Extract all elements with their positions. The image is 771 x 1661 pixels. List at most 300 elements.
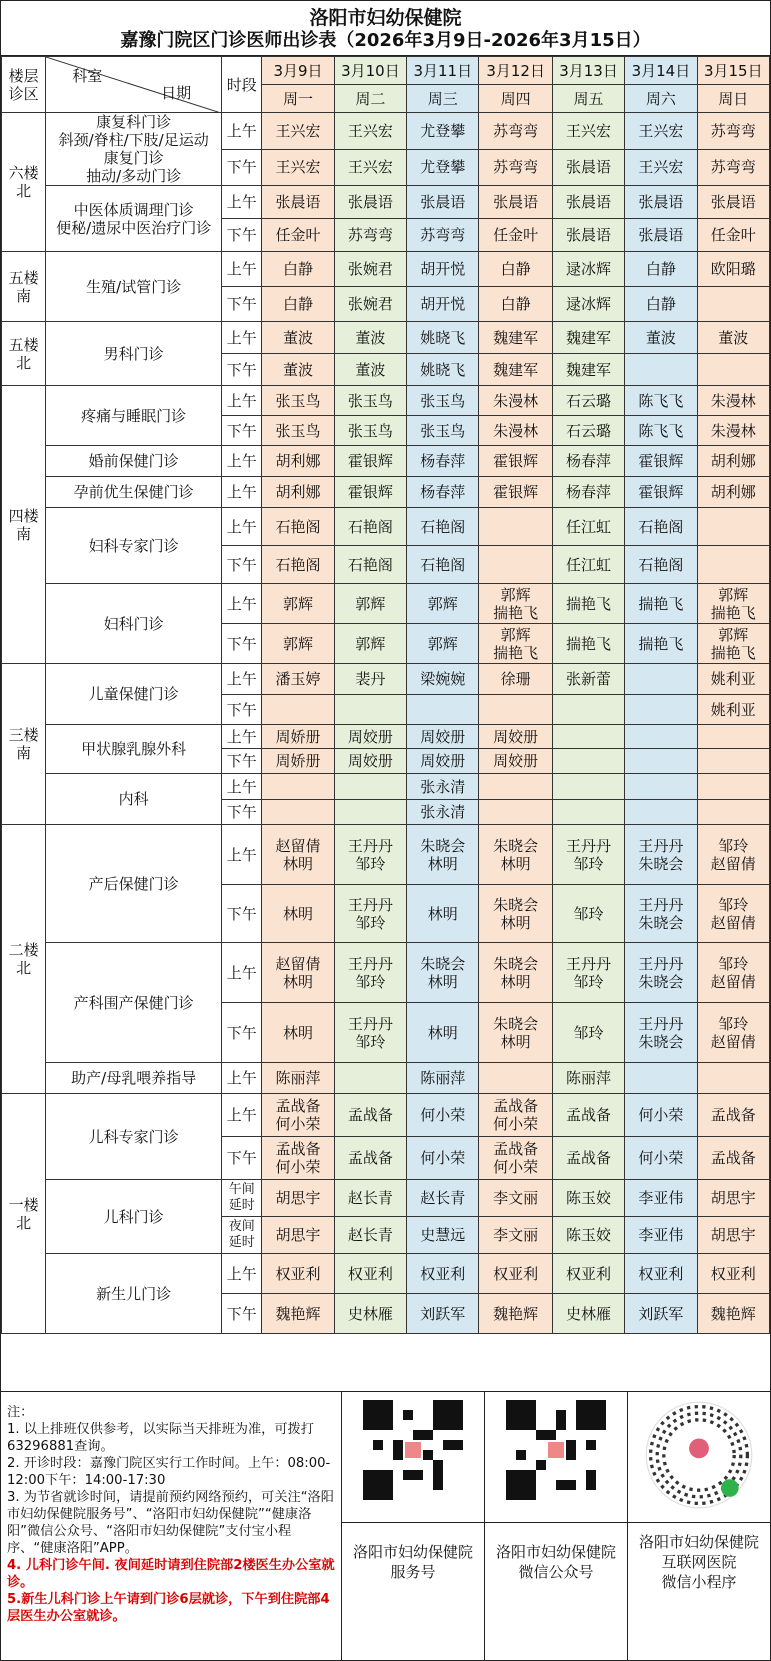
doctor-cell: 魏艳辉	[479, 1294, 552, 1334]
doctor-cell: 王丹丹 朱晓会	[625, 943, 697, 1003]
doctor-cell: 张晨语	[407, 186, 479, 219]
doctor-cell: 石艳阁	[334, 508, 406, 546]
footer	[1, 1391, 770, 1661]
mini-program-code-icon[interactable]	[644, 1400, 754, 1510]
doctor-cell	[479, 774, 552, 800]
date-cell: 3月14日	[625, 57, 697, 85]
doctor-cell: 权亚利	[552, 1254, 624, 1294]
doctor-cell: 石艳阁	[262, 508, 334, 546]
doctor-cell: 陈飞飞	[625, 416, 697, 446]
doctor-cell: 张晨语	[479, 186, 552, 219]
doctor-cell: 姚晓飞	[407, 322, 479, 354]
weekday-cell: 周一	[262, 85, 334, 113]
doctor-cell	[625, 774, 697, 800]
doctor-cell: 刘跃军	[625, 1294, 697, 1334]
session-cell: 下午	[222, 749, 262, 774]
doctor-cell: 权亚利	[407, 1254, 479, 1294]
date-cell: 3月11日	[407, 57, 479, 85]
session-cell: 上午	[222, 725, 262, 749]
session-cell: 下午	[222, 1003, 262, 1063]
schedule-title: 嘉豫门院区门诊医师出诊表（2026年3月9日-2026年3月15日）	[120, 30, 651, 51]
doctor-cell: 苏弯弯	[479, 113, 552, 150]
doctor-cell: 周姣册	[334, 725, 406, 749]
doctor-cell	[479, 800, 552, 825]
session-cell: 夜间 延时	[222, 1217, 262, 1254]
doctor-cell: 何小荣	[407, 1094, 479, 1137]
session-cell: 下午	[222, 695, 262, 725]
doctor-cell: 杨春萍	[552, 446, 624, 477]
dept-cell: 产科围产保健门诊	[46, 943, 222, 1063]
doctor-cell	[697, 508, 769, 546]
doctor-cell: 张晨语	[334, 186, 406, 219]
doctor-cell: 何小荣	[407, 1137, 479, 1180]
doctor-cell	[625, 354, 697, 386]
dept-cell: 儿科专家门诊	[46, 1094, 222, 1180]
floor-cell: 六楼北	[2, 113, 46, 252]
doctor-cell: 张晨语	[625, 186, 697, 219]
floor-cell: 三楼 南	[2, 664, 46, 825]
dept-cell: 疼痛与睡眠门诊	[46, 386, 222, 446]
doctor-cell: 魏艳辉	[262, 1294, 334, 1334]
doctor-cell: 霍银辉	[479, 446, 552, 477]
doctor-cell: 胡开悦	[407, 287, 479, 322]
doctor-cell: 王兴宏	[625, 113, 697, 150]
date-cell: 3月9日	[262, 57, 334, 85]
doctor-cell: 白静	[625, 287, 697, 322]
session-cell: 下午	[222, 149, 262, 186]
doctor-cell	[697, 774, 769, 800]
schedule-row	[2, 1094, 770, 1137]
doctor-cell: 权亚利	[697, 1254, 769, 1294]
doctor-cell: 石艳阁	[407, 546, 479, 584]
note-2: 2. 开诊时段：嘉豫门院区实行工作时间。上午：08:00-12:00下午：14:00-17:30	[7, 1456, 331, 1488]
doctor-cell: 张晨语	[552, 219, 624, 252]
session-cell: 下午	[222, 219, 262, 252]
doctor-cell: 石艳阁	[625, 546, 697, 584]
doctor-cell: 陈玉姣	[552, 1217, 624, 1254]
floor-cell: 五楼北	[2, 322, 46, 386]
doctor-cell: 胡开悦	[407, 252, 479, 287]
schedule-row	[2, 446, 770, 477]
doctor-cell: 任金叶	[479, 219, 552, 252]
doctor-cell: 董波	[697, 322, 769, 354]
qr-wechat-label: 洛阳市妇幼保健院 微信公众号	[495, 1543, 616, 1581]
doctor-cell: 孟战备	[334, 1094, 406, 1137]
doctor-cell	[262, 695, 334, 725]
doctor-cell	[479, 508, 552, 546]
schedule-row	[2, 725, 770, 749]
doctor-cell: 李亚伟	[625, 1217, 697, 1254]
doctor-cell: 欧阳璐	[697, 252, 769, 287]
session-cell: 下午	[222, 624, 262, 664]
doctor-cell: 周姣册	[407, 749, 479, 774]
doctor-cell: 王兴宏	[552, 113, 624, 150]
session-cell: 下午	[222, 1294, 262, 1334]
doctor-cell: 张永清	[407, 800, 479, 825]
doctor-cell: 何小荣	[625, 1137, 697, 1180]
weekday-cell: 周三	[407, 85, 479, 113]
doctor-cell: 张新蕾	[552, 664, 624, 695]
doctor-cell: 李文丽	[479, 1180, 552, 1217]
doctor-cell: 魏建军	[479, 354, 552, 386]
session-cell: 上午	[222, 508, 262, 546]
doctor-cell: 董波	[625, 322, 697, 354]
doctor-cell: 梁婉婉	[407, 664, 479, 695]
qr-service	[342, 1392, 485, 1661]
doctor-cell: 孟战备	[552, 1137, 624, 1180]
doctor-cell	[407, 695, 479, 725]
doctor-cell: 白静	[625, 252, 697, 287]
session-header: 时段	[222, 57, 262, 113]
doctor-cell: 揣艳飞	[552, 624, 624, 664]
doctor-cell: 董波	[262, 322, 334, 354]
title-block	[1, 1, 770, 56]
doctor-cell: 孟战备	[334, 1137, 406, 1180]
notes-panel	[1, 1392, 342, 1661]
doctor-cell: 邹玲 赵留倩	[697, 943, 769, 1003]
doctor-cell: 白静	[479, 252, 552, 287]
dept-cell: 妇科专家门诊	[46, 508, 222, 584]
dept-cell: 中医体质调理门诊 便秘/遗尿中医治疗门诊	[46, 186, 222, 252]
dept-cell: 儿科门诊	[46, 1180, 222, 1254]
doctor-cell: 周娇册	[262, 725, 334, 749]
session-cell: 上午	[222, 664, 262, 695]
session-cell: 上午	[222, 825, 262, 885]
doctor-cell: 权亚利	[334, 1254, 406, 1294]
doctor-cell: 逯冰辉	[552, 252, 624, 287]
doctor-cell: 揣艳飞	[552, 584, 624, 624]
doctor-cell: 霍银辉	[334, 477, 406, 508]
doctor-cell: 郭辉	[334, 584, 406, 624]
note-1: 1. 以上排班仅供参考，以实际当天排班为准，可拨打63296881查询。	[7, 1422, 314, 1454]
dept-cell: 内科	[46, 774, 222, 825]
doctor-cell: 邹玲	[552, 1003, 624, 1063]
dept-cell: 孕前优生保健门诊	[46, 477, 222, 508]
doctor-cell: 胡利娜	[262, 477, 334, 508]
session-cell: 上午	[222, 186, 262, 219]
doctor-cell	[552, 749, 624, 774]
doctor-cell: 苏弯弯	[407, 219, 479, 252]
date-cell: 3月10日	[334, 57, 406, 85]
schedule-row	[2, 1254, 770, 1294]
dept-cell: 甲状腺乳腺外科	[46, 725, 222, 774]
doctor-cell: 李亚伟	[625, 1180, 697, 1217]
floor-cell: 二楼 北	[2, 825, 46, 1094]
doctor-cell	[625, 695, 697, 725]
doctor-cell	[479, 1063, 552, 1094]
doctor-cell: 霍银辉	[479, 477, 552, 508]
doctor-cell: 王丹丹 邹玲	[334, 943, 406, 1003]
floor-cell: 五楼南	[2, 252, 46, 322]
schedule-row	[2, 584, 770, 624]
doctor-cell: 胡思宇	[262, 1217, 334, 1254]
schedule-row	[2, 825, 770, 885]
doctor-cell: 任金叶	[697, 219, 769, 252]
date-cell: 3月13日	[552, 57, 624, 85]
doctor-cell: 朱晓会 林明	[479, 943, 552, 1003]
doctor-cell: 张玉鸟	[262, 386, 334, 416]
doctor-cell: 周姣册	[479, 725, 552, 749]
doctor-cell: 周娇册	[262, 749, 334, 774]
doctor-cell: 朱漫林	[479, 416, 552, 446]
doctor-cell: 揣艳飞	[625, 624, 697, 664]
doctor-cell: 杨春萍	[407, 446, 479, 477]
doctor-cell: 孟战备 何小荣	[479, 1137, 552, 1180]
doctor-cell: 张玉鸟	[407, 416, 479, 446]
note-3: 3. 为节省就诊时间，请提前预约网络预约，可关注“洛阳市妇幼保健院服务号”、“洛阳市妇幼保健院”“健康洛阳”微信公众号、“洛阳市妇幼保健院”支付宝小程序、“健康洛阳”APP。	[7, 1490, 334, 1556]
doctor-cell	[334, 695, 406, 725]
schedule-row	[2, 252, 770, 287]
doctor-cell: 郭辉	[334, 624, 406, 664]
doctor-cell: 陈玉姣	[552, 1180, 624, 1217]
doctor-cell: 陈丽萍	[552, 1063, 624, 1094]
doctor-cell: 周姣册	[479, 749, 552, 774]
dept-cell: 妇科门诊	[46, 584, 222, 664]
doctor-cell: 王丹丹 邹玲	[552, 943, 624, 1003]
doctor-cell: 揣艳飞	[625, 584, 697, 624]
doctor-cell: 霍银辉	[334, 446, 406, 477]
doctor-cell: 权亚利	[479, 1254, 552, 1294]
floor-cell: 四楼南	[2, 386, 46, 664]
doctor-cell	[334, 774, 406, 800]
schedule-row	[2, 1063, 770, 1094]
doctor-cell: 赵留倩 林明	[262, 943, 334, 1003]
doctor-cell: 权亚利	[262, 1254, 334, 1294]
doctor-cell: 石艳阁	[262, 546, 334, 584]
doctor-cell: 周姣册	[334, 749, 406, 774]
doctor-cell: 王兴宏	[262, 149, 334, 186]
doctor-cell: 王丹丹 朱晓会	[625, 885, 697, 943]
dept-cell: 产后保健门诊	[46, 825, 222, 943]
doctor-cell: 郭辉	[262, 624, 334, 664]
schedule-row	[2, 386, 770, 416]
schedule-row	[2, 774, 770, 800]
schedule-row	[2, 508, 770, 546]
doctor-cell: 魏建军	[552, 354, 624, 386]
doctor-cell: 周姣册	[407, 725, 479, 749]
doctor-cell	[625, 664, 697, 695]
doctor-cell: 潘玉婷	[262, 664, 334, 695]
session-cell: 下午	[222, 416, 262, 446]
doctor-cell: 胡利娜	[262, 446, 334, 477]
doctor-cell: 张玉鸟	[407, 386, 479, 416]
doctor-cell: 史林雁	[552, 1294, 624, 1334]
session-cell: 下午	[222, 287, 262, 322]
doctor-cell: 王兴宏	[262, 113, 334, 150]
doctor-cell	[625, 725, 697, 749]
doctor-cell	[479, 546, 552, 584]
doctor-cell: 邹玲	[552, 885, 624, 943]
doctor-cell: 王丹丹 邹玲	[334, 885, 406, 943]
doctor-cell: 白静	[479, 287, 552, 322]
weekday-cell: 周五	[552, 85, 624, 113]
doctor-cell: 张晨语	[552, 186, 624, 219]
session-cell: 下午	[222, 885, 262, 943]
doctor-cell: 郭辉	[407, 624, 479, 664]
qr-service-label: 洛阳市妇幼保健院 服务号	[352, 1543, 473, 1581]
floor-header: 楼层 诊区	[2, 57, 46, 113]
doctor-cell: 董波	[262, 354, 334, 386]
schedule-row	[2, 113, 770, 150]
dept-cell: 生殖/试管门诊	[46, 252, 222, 322]
doctor-cell: 邹玲 赵留倩	[697, 1003, 769, 1063]
doctor-cell: 石云璐	[552, 386, 624, 416]
doctor-cell: 董波	[334, 354, 406, 386]
doctor-cell: 陈飞飞	[625, 386, 697, 416]
doctor-cell: 张晨语	[697, 186, 769, 219]
doctor-cell: 权亚利	[625, 1254, 697, 1294]
session-cell: 上午	[222, 322, 262, 354]
doctor-cell: 张晨语	[625, 219, 697, 252]
doctor-cell: 胡利娜	[697, 446, 769, 477]
dept-cell: 男科门诊	[46, 322, 222, 386]
doctor-cell: 王兴宏	[625, 149, 697, 186]
doctor-cell: 王丹丹 朱晓会	[625, 1003, 697, 1063]
doctor-cell	[552, 725, 624, 749]
doctor-cell: 苏弯弯	[697, 113, 769, 150]
doctor-cell: 石艳阁	[334, 546, 406, 584]
doctor-cell: 石艳阁	[625, 508, 697, 546]
doctor-cell: 张婉君	[334, 252, 406, 287]
doctor-cell: 邹玲 赵留倩	[697, 825, 769, 885]
schedule-row	[2, 943, 770, 1003]
doctor-cell: 苏弯弯	[479, 149, 552, 186]
session-cell: 上午	[222, 1254, 262, 1294]
doctor-cell: 徐珊	[479, 664, 552, 695]
qr-code-icon[interactable]	[506, 1400, 606, 1500]
doctor-cell: 邹玲 赵留倩	[697, 885, 769, 943]
doctor-cell: 逯冰辉	[552, 287, 624, 322]
doctor-cell: 孟战备	[552, 1094, 624, 1137]
doctor-cell: 朱漫林	[697, 386, 769, 416]
doctor-cell: 孟战备	[697, 1094, 769, 1137]
qr-code-icon[interactable]	[363, 1400, 463, 1500]
dept-cell: 助产/母乳喂养指导	[46, 1063, 222, 1094]
qr-wechat	[485, 1392, 628, 1661]
doctor-cell: 魏建军	[552, 322, 624, 354]
schedule-row	[2, 1180, 770, 1217]
doctor-cell	[697, 749, 769, 774]
session-cell: 下午	[222, 800, 262, 825]
doctor-cell: 史慧远	[407, 1217, 479, 1254]
dept-cell: 新生儿门诊	[46, 1254, 222, 1334]
doctor-cell: 孟战备 何小荣	[262, 1094, 334, 1137]
hospital-title: 洛阳市妇幼保健院	[309, 7, 462, 29]
session-cell: 上午	[222, 446, 262, 477]
doctor-cell: 霍银辉	[625, 446, 697, 477]
session-cell: 上午	[222, 252, 262, 287]
doctor-cell: 石艳阁	[407, 508, 479, 546]
schedule-row	[2, 322, 770, 354]
doctor-cell	[334, 1063, 406, 1094]
session-cell: 上午	[222, 943, 262, 1003]
doctor-cell: 朱晓会 林明	[479, 1003, 552, 1063]
doctor-cell: 朱漫林	[479, 386, 552, 416]
doctor-cell: 胡思宇	[697, 1217, 769, 1254]
doctor-cell	[552, 800, 624, 825]
qr-mini-label: 洛阳市妇幼保健院 互联网医院 微信小程序	[638, 1533, 759, 1591]
doctor-cell: 任江虹	[552, 546, 624, 584]
doctor-cell: 郭辉	[262, 584, 334, 624]
note-4: 4. 儿科门诊午间. 夜间延时请到住院部2楼医生办公室就诊。	[7, 1558, 335, 1590]
doctor-cell: 裴丹	[334, 664, 406, 695]
doctor-cell	[625, 749, 697, 774]
notes-title: 注：	[7, 1405, 34, 1420]
doctor-cell: 杨春萍	[407, 477, 479, 508]
doctor-cell: 任江虹	[552, 508, 624, 546]
doctor-cell: 林明	[262, 885, 334, 943]
date-cell: 3月12日	[479, 57, 552, 85]
doctor-cell: 朱晓会 林明	[407, 825, 479, 885]
doctor-cell: 刘跃军	[407, 1294, 479, 1334]
dept-date-header: 科室 日期	[46, 57, 222, 113]
doctor-cell: 魏艳辉	[697, 1294, 769, 1334]
doctor-cell: 苏弯弯	[334, 219, 406, 252]
session-cell: 上午	[222, 774, 262, 800]
doctor-cell	[697, 546, 769, 584]
doctor-cell	[697, 725, 769, 749]
doctor-cell: 张玉鸟	[334, 416, 406, 446]
session-cell: 上午	[222, 584, 262, 624]
doctor-cell: 林明	[262, 1003, 334, 1063]
doctor-cell: 胡利娜	[697, 477, 769, 508]
doctor-cell: 何小荣	[625, 1094, 697, 1137]
doctor-cell: 赵留倩 林明	[262, 825, 334, 885]
session-cell: 午间 延时	[222, 1180, 262, 1217]
doctor-cell: 霍银辉	[625, 477, 697, 508]
doctor-cell	[334, 800, 406, 825]
qr-mini	[628, 1392, 770, 1661]
note-5: 5.新生儿科门诊上午请到门诊6层就诊，下午到住院部4层医生办公室就诊。	[7, 1592, 330, 1624]
doctor-cell: 白静	[262, 287, 334, 322]
doctor-cell: 王丹丹 邹玲	[334, 825, 406, 885]
schedule-table	[1, 56, 770, 1334]
doctor-cell: 郭辉 揣艳飞	[697, 624, 769, 664]
weekday-cell: 周六	[625, 85, 697, 113]
doctor-cell: 张晨语	[262, 186, 334, 219]
weekday-cell: 周日	[697, 85, 769, 113]
doctor-cell: 朱晓会 林明	[479, 885, 552, 943]
doctor-cell: 郭辉 揣艳飞	[479, 624, 552, 664]
doctor-cell	[697, 354, 769, 386]
weekday-cell: 周二	[334, 85, 406, 113]
doctor-cell: 姚利亚	[697, 664, 769, 695]
doctor-cell	[697, 800, 769, 825]
session-cell: 上午	[222, 386, 262, 416]
doctor-cell: 石云璐	[552, 416, 624, 446]
doctor-cell: 郭辉	[407, 584, 479, 624]
doctor-cell: 姚晓飞	[407, 354, 479, 386]
doctor-cell: 胡思宇	[697, 1180, 769, 1217]
doctor-cell: 朱晓会 林明	[407, 943, 479, 1003]
weekday-cell: 周四	[479, 85, 552, 113]
doctor-cell: 赵长青	[334, 1180, 406, 1217]
session-cell: 下午	[222, 546, 262, 584]
session-cell: 上午	[222, 1094, 262, 1137]
doctor-cell: 朱晓会 林明	[479, 825, 552, 885]
doctor-cell: 魏建军	[479, 322, 552, 354]
doctor-cell: 王丹丹 朱晓会	[625, 825, 697, 885]
doctor-cell: 胡思宇	[262, 1180, 334, 1217]
doctor-cell: 张玉鸟	[334, 386, 406, 416]
doctor-cell	[697, 1063, 769, 1094]
doctor-cell: 王兴宏	[334, 113, 406, 150]
doctor-cell: 陈丽萍	[407, 1063, 479, 1094]
doctor-cell	[625, 800, 697, 825]
doctor-cell: 张永清	[407, 774, 479, 800]
doctor-cell	[262, 774, 334, 800]
doctor-cell: 张婉君	[334, 287, 406, 322]
